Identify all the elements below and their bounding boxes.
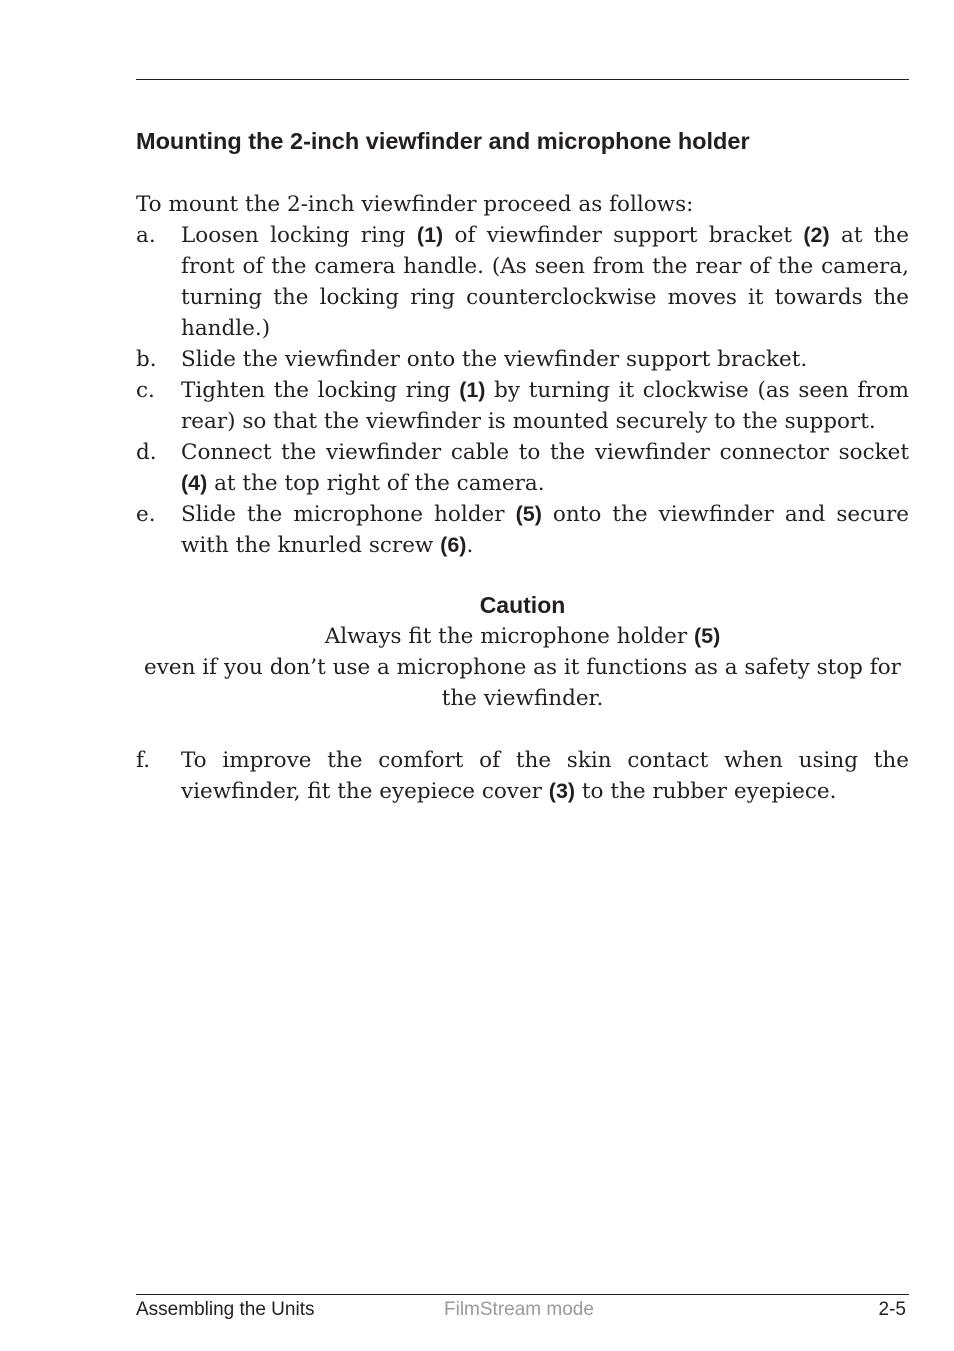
caution-text <box>136 621 909 714</box>
caution-box <box>136 590 909 714</box>
reference-number: (4) <box>181 471 208 495</box>
instruction-list-continued <box>136 745 909 807</box>
step-text <box>181 344 909 375</box>
step-text <box>181 220 909 344</box>
reference-number: (1) <box>416 223 444 247</box>
caution-text-part: Always fit the microphone holder <box>324 624 694 649</box>
step-text-part: Slide the viewfinder onto the viewfinder support bracket. <box>181 347 808 372</box>
step-text-part: at the top right of the camera. <box>207 471 545 496</box>
footer-mode-label: FilmStream mode <box>444 1299 594 1320</box>
step-text <box>181 375 909 437</box>
caution-text-part: even if you don’t use a microphone as it functions as a safety stop for the viewfinder. <box>144 655 901 711</box>
intro-text: To mount the 2-inch viewfinder proceed as follows: <box>136 192 694 217</box>
step-letter: c. <box>136 378 155 403</box>
step-letter: f. <box>136 748 151 773</box>
reference-number: (5) <box>693 624 721 648</box>
step-b <box>136 344 909 375</box>
step-text-part: at the front of the camera handle. (As seen from the rear of the camera, turning the locking ring counterclockwise moves it towards the handle.) <box>181 223 909 341</box>
step-letter: d. <box>136 440 157 465</box>
step-text-part: onto the viewfinder and secure with the knurled screw <box>181 502 909 558</box>
reference-number: (2) <box>803 223 830 247</box>
step-letter: a. <box>136 223 156 248</box>
step-text-part: to the rubber eyepiece. <box>575 779 837 804</box>
step-text <box>181 745 909 807</box>
page-number: 2-5 <box>878 1299 906 1320</box>
step-text <box>181 499 909 561</box>
footer-rule <box>136 1294 909 1295</box>
step-text-part: To improve the comfort of the skin contact when using the viewfinder, fit the eyepiece cover <box>181 748 909 804</box>
step-text-part: . <box>466 533 474 558</box>
reference-number: (1) <box>459 378 486 402</box>
reference-number: (5) <box>515 502 542 526</box>
step-text-part: Loosen locking ring <box>181 223 417 248</box>
step-f <box>136 745 909 807</box>
step-a <box>136 220 909 344</box>
step-text-part: Slide the microphone holder <box>181 502 516 527</box>
step-text-part: by turning it clockwise (as seen from rear) so that the viewfinder is mounted securely to the support. <box>181 378 909 434</box>
step-d <box>136 437 909 499</box>
caution-title: Caution <box>479 592 566 618</box>
step-letter: e. <box>136 502 156 527</box>
instruction-list <box>136 220 909 561</box>
section-heading: Mounting the 2-inch viewfinder and microphone holder <box>136 128 750 154</box>
step-c <box>136 375 909 437</box>
step-text-part: Connect the viewfinder cable to the viewfinder connector socket <box>181 440 909 465</box>
reference-number: (3) <box>548 779 576 803</box>
footer-chapter-title: Assembling the Units <box>136 1299 315 1320</box>
step-text-part: Tighten the locking ring <box>181 378 460 403</box>
step-e <box>136 499 909 561</box>
step-text <box>181 437 909 499</box>
step-letter: b. <box>136 347 157 372</box>
header-rule <box>136 79 909 80</box>
step-text-part: of viewfinder support bracket <box>443 223 804 248</box>
reference-number: (6) <box>440 533 467 557</box>
